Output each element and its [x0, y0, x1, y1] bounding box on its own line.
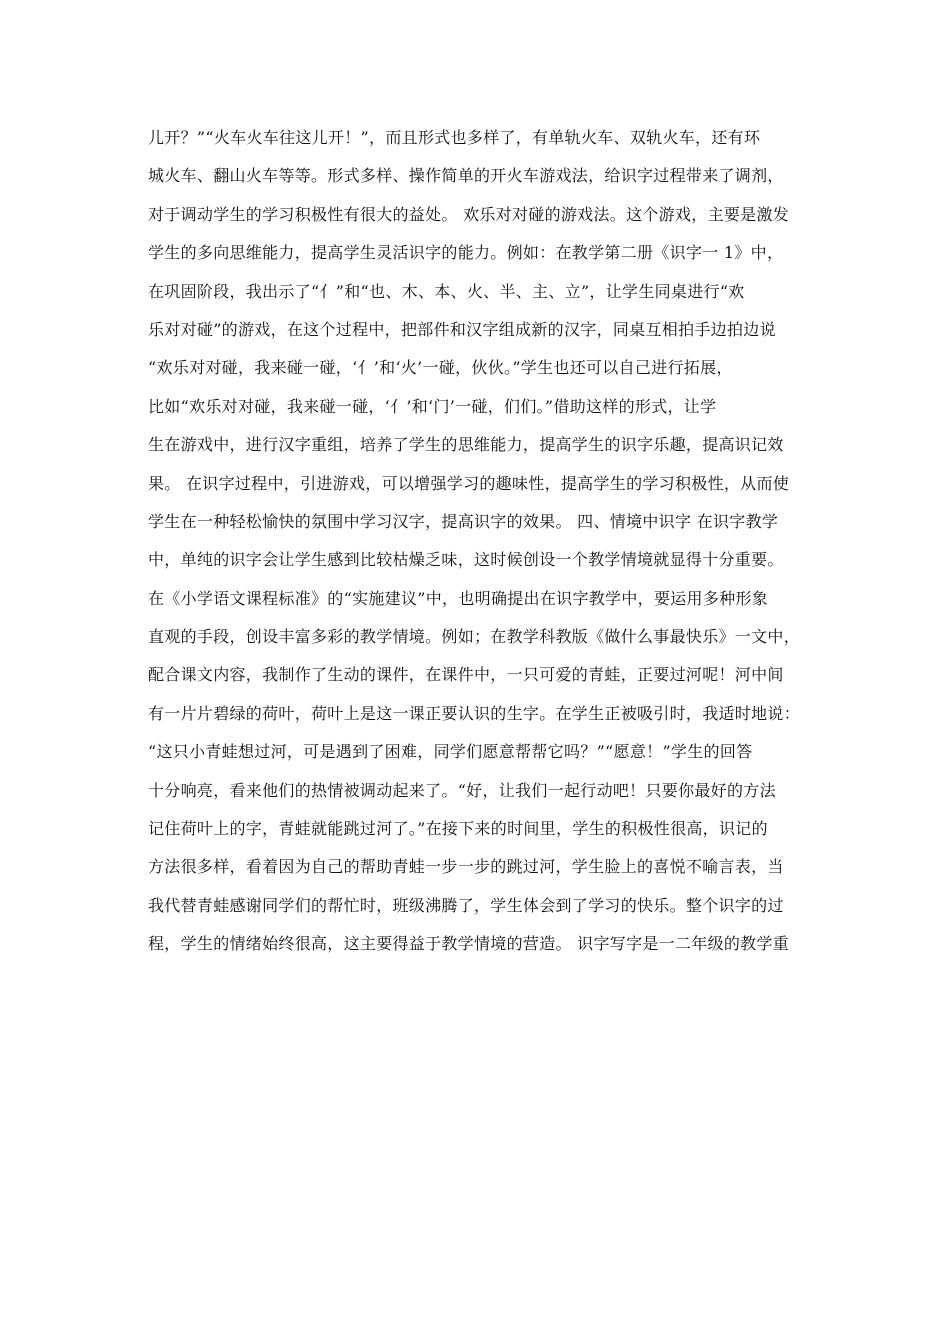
- text-line: 直观的手段，创设丰富多彩的教学情境。例如；在教学科教版《做什么事最快乐》一文中，: [148, 627, 801, 647]
- text-line: 程，学生的情绪始终很高，这主要得益于教学情境的营造。 识字写字是一二年级的教学重: [148, 934, 790, 954]
- text-line: 我代替青蛙感谢同学们的帮忙时，班级沸腾了，学生体会到了学习的快乐。整个识字的过: [148, 895, 784, 915]
- text-line: “这只小青蛙想过河，可是遇到了困难，同学们愿意帮帮它吗？”“愿意！”学生的回答: [148, 742, 753, 762]
- body-text: [148, 124, 808, 969]
- text-line: 果。 在识字过程中，引进游戏，可以增强学习的趣味性，提高学生的学习积极性，从而使: [148, 473, 790, 493]
- text-line: 对于调动学生的学习积极性有很大的益处。 欢乐对对碰的游戏法。这个游戏，主要是激发: [148, 204, 790, 224]
- text-line: 比如“欢乐对对碰，我来碰一碰，‘亻’和‘门’一碰，们们。”借助这样的形式，让学: [148, 396, 717, 416]
- text-line: 乐对对碰”的游戏，在这个过程中，把部件和汉字组成新的汉字，同桌互相拍手边拍边说: [148, 319, 776, 339]
- text-line: 学生在一种轻松愉快的氛围中学习汉字，提高识字的效果。 四、情境中识字 在识字教学: [148, 511, 779, 531]
- text-line: 城火车、翻山火车等等。形式多样、操作简单的开火车游戏法，给识字过程带来了调剂，: [148, 166, 784, 186]
- text-line: 在巩固阶段，我出示了“亻”和“也、木、本、火、半、主、立”，让学生同桌进行“欢: [148, 281, 745, 301]
- text-line: 方法很多样，看着因为自己的帮助青蛙一步一步的跳过河，学生脸上的喜悦不喻言表，当: [148, 857, 784, 877]
- text-line: 中，单纯的识字会让学生感到比较枯燥乏味，这时候创设一个教学情境就显得十分重要。: [148, 550, 784, 570]
- text-line: 配合课文内容，我制作了生动的课件，在课件中，一只可爱的青蛙，正要过河呢！河中间: [148, 665, 784, 685]
- text-line: 记住荷叶上的字，青蛙就能跳过河了。”在接下来的时间里，学生的积极性很高，识记的: [148, 819, 768, 839]
- text-line: 生在游戏中，进行汉字重组，培养了学生的思维能力，提高学生的识字乐趣，提高识记效: [148, 435, 784, 455]
- text-line: 十分响亮，看来他们的热情被调动起来了。“好，让我们一起行动吧！只要你最好的方法: [148, 780, 776, 800]
- text-line: 儿开？”“火车火车往这儿开！”，而且形式也多样了，有单轨火车、双轨火车，还有环: [148, 128, 761, 147]
- text-line: 学生的多向思维能力，提高学生灵活识字的能力。例如：在教学第二册《识字一 1》中，: [148, 243, 784, 263]
- text-line: “欢乐对对碰，我来碰一碰，‘亻’和‘火’一碰，伙伙。”学生也还可以自己进行拓展，: [148, 358, 733, 378]
- text-line: 在《小学语文课程标准》的“实施建议”中，也明确提出在识字教学中，要运用多种形象: [148, 588, 769, 608]
- text-line: 有一片片碧绿的荷叶，荷叶上是这一课正要认识的生字。在学生正被吸引时，我适时地说：: [148, 703, 801, 723]
